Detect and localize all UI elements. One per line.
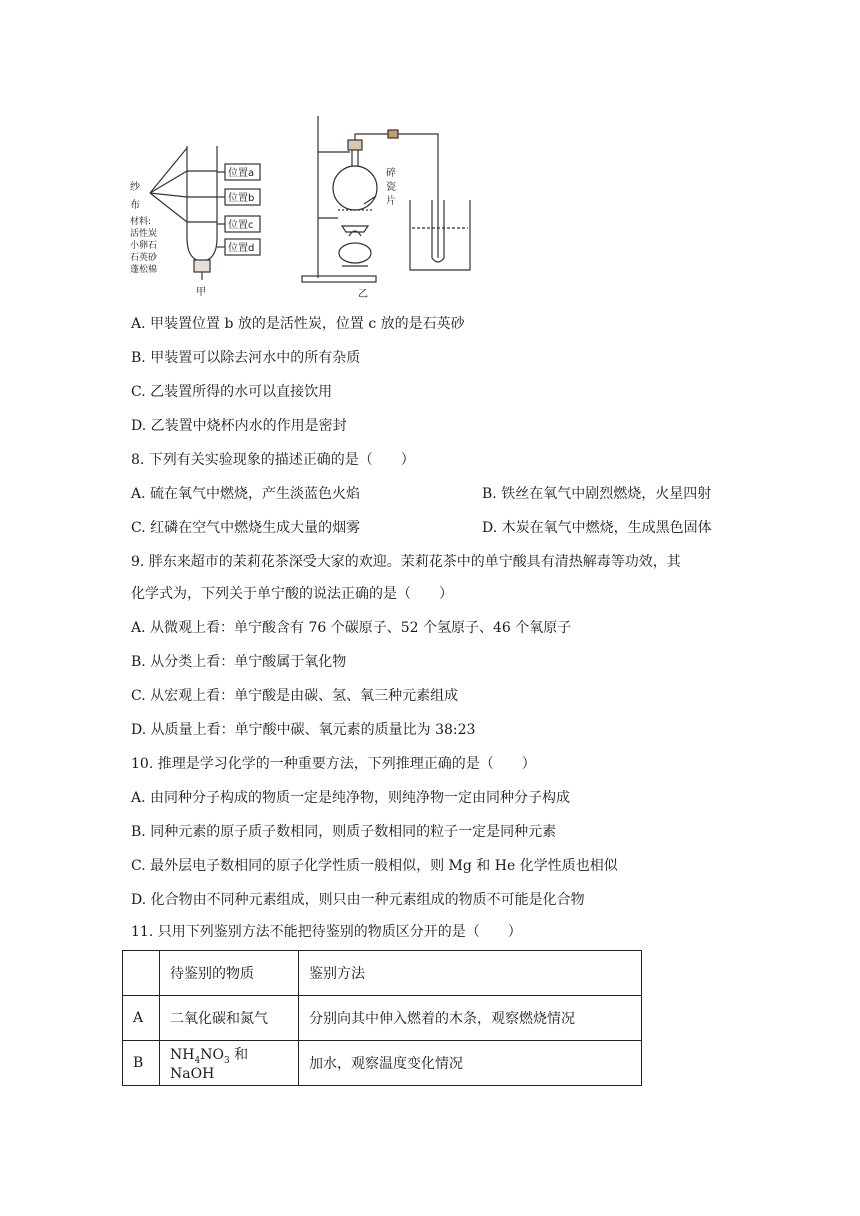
q10-option-b: B. 同种元素的原子质子数相同，则质子数相同的粒子一定是同种元素 bbox=[131, 824, 557, 840]
table-header-cell bbox=[123, 951, 160, 996]
q9-option-b: B. 从分类上看：单宁酸属于氧化物 bbox=[131, 654, 347, 670]
table-row bbox=[123, 1041, 642, 1086]
ceramic-label-2: 瓷 bbox=[386, 182, 396, 193]
ceramic-label-3: 片 bbox=[386, 196, 396, 207]
q7-option-d: D. 乙装置中烧杯内水的作用是密封 bbox=[131, 418, 347, 434]
formula-no: NO bbox=[200, 1047, 224, 1064]
q9-option-d: D. 从质量上看：单宁酸中碳、氧元素的质量比为 38:23 bbox=[131, 722, 476, 738]
filter-apparatus-jia bbox=[150, 146, 260, 280]
position-b-label: 位置b bbox=[228, 193, 255, 204]
q8-stem: 8. 下列有关实验现象的描述正确的是（ ） bbox=[131, 452, 415, 468]
table-cell: 二氧化碳和氮气 bbox=[160, 996, 299, 1041]
formula-rest: 和 NaOH bbox=[170, 1047, 249, 1082]
material-label-1: 活性炭 bbox=[130, 229, 158, 239]
table-header-row bbox=[123, 951, 642, 996]
q9-stem-1: 9. 胖东来超市的茉莉花茶深受大家的欢迎。茉莉花茶中的单宁酸具有清热解毒等功效，其 bbox=[131, 554, 681, 570]
position-d-label: 位置d bbox=[228, 243, 255, 254]
table-header-cell: 鉴别方法 bbox=[299, 951, 642, 996]
formula-sub-3: 3 bbox=[223, 1055, 230, 1066]
q9-stem-2: 化学式为，下列关于单宁酸的说法正确的是（ ） bbox=[131, 586, 453, 602]
q11-table bbox=[122, 950, 642, 1086]
table-cell: A bbox=[123, 996, 160, 1041]
material-label-3: 石英砂 bbox=[130, 253, 158, 263]
position-c-label: 位置c bbox=[228, 220, 254, 231]
material-label-4: 蓬松棉 bbox=[130, 265, 158, 275]
q9-option-a: A. 从微观上看：单宁酸含有 76 个碳原子、52 个氢原子、46 个氧原子 bbox=[131, 620, 572, 636]
ceramic-label-1: 碎 bbox=[386, 168, 396, 179]
q10-option-a: A. 由同种分子构成的物质一定是纯净物，则纯净物一定由同种分子构成 bbox=[131, 790, 571, 806]
position-a-label: 位置a bbox=[228, 168, 255, 179]
table-cell: 分别向其中伸入燃着的木条，观察燃烧情况 bbox=[299, 996, 642, 1041]
q11-stem: 11. 只用下列鉴别方法不能把待鉴别的物质区分开的是（ ） bbox=[131, 924, 522, 940]
q8-option-b: B. 铁丝在氧气中剧烈燃烧，火星四射 bbox=[482, 486, 712, 502]
caption-jia: 甲 bbox=[196, 287, 206, 298]
gauze-label-2: 布 bbox=[130, 200, 140, 211]
q10-option-c: C. 最外层电子数相同的原子化学性质一般相似，则 Mg 和 He 化学性质也相似 bbox=[131, 858, 618, 874]
q8-option-a: A. 硫在氧气中燃烧，产生淡蓝色火焰 bbox=[131, 486, 361, 502]
table-cell: B bbox=[123, 1041, 160, 1086]
table-cell-formula bbox=[160, 1041, 299, 1086]
table-row bbox=[123, 996, 642, 1041]
q10-option-d: D. 化合物由不同种元素组成，则只由一种元素组成的物质不可能是化合物 bbox=[131, 892, 585, 908]
q9-option-c: C. 从宏观上看：单宁酸是由碳、氢、氧三种元素组成 bbox=[131, 688, 459, 704]
q7-option-b: B. 甲装置可以除去河水中的所有杂质 bbox=[131, 350, 361, 366]
table-cell: 加水，观察温度变化情况 bbox=[299, 1041, 642, 1086]
material-label-0: 材料: bbox=[130, 217, 152, 227]
apparatus-figure bbox=[120, 108, 640, 303]
q10-stem: 10. 推理是学习化学的一种重要方法，下列推理正确的是（ ） bbox=[131, 756, 536, 772]
q8-option-d: D. 木炭在氧气中燃烧，生成黑色固体 bbox=[482, 520, 712, 536]
formula-nh: NH bbox=[170, 1047, 195, 1064]
q8-option-c: C. 红磷在空气中燃烧生成大量的烟雾 bbox=[131, 520, 361, 536]
material-label-2: 小卵石 bbox=[130, 241, 158, 251]
caption-yi: 乙 bbox=[358, 289, 368, 300]
q7-option-c: C. 乙装置所得的水可以直接饮用 bbox=[131, 384, 333, 400]
gauze-label-1: 纱 bbox=[130, 182, 140, 193]
formula-sub-4: 4 bbox=[194, 1055, 201, 1066]
table-header-cell: 待鉴别的物质 bbox=[160, 951, 299, 996]
q7-option-a: A. 甲装置位置 b 放的是活性炭，位置 c 放的是石英砂 bbox=[131, 316, 465, 332]
